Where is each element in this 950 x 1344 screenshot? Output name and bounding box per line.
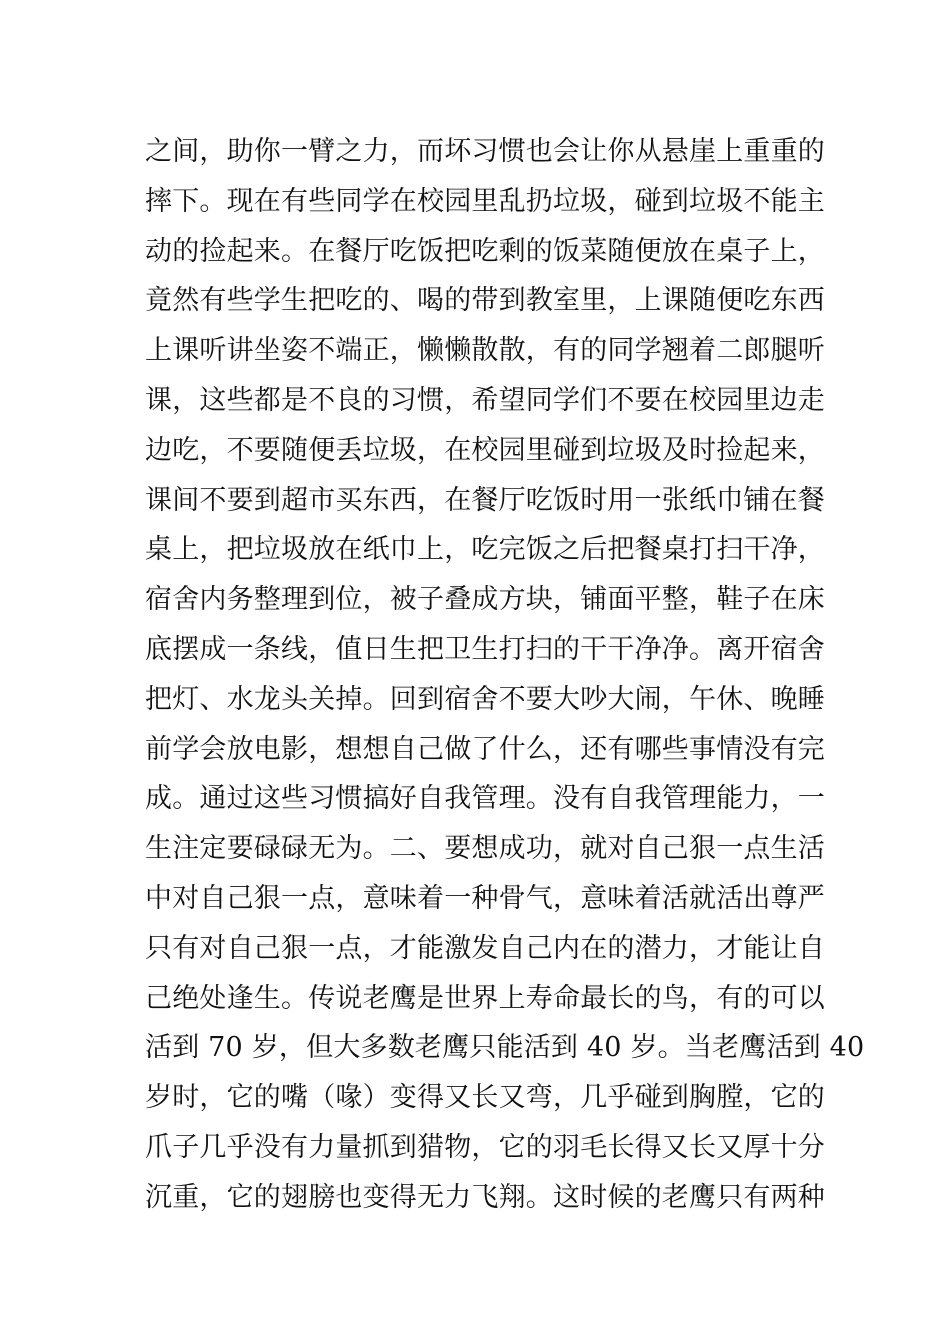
text-line: 前学会放电影，想想自己做了什么，还有哪些事情没有完 (145, 733, 825, 765)
text-line: 活到 70 岁，但大多数老鹰只能活到 40 岁。当老鹰活到 40 (145, 1032, 865, 1064)
text-line: 课，这些都是不良的习惯，希望同学们不要在校园里边走 (145, 384, 825, 416)
text-line: 竟然有些学生把吃的、喝的带到教室里，上课随便吃东西 (145, 285, 825, 317)
text-line: 成。通过这些习惯搞好自我管理。没有自我管理能力，一 (145, 783, 825, 815)
body-text (145, 127, 865, 1223)
text-line: 生注定要碌碌无为。二、要想成功，就对自己狠一点生活 (145, 833, 825, 865)
text-line: 只有对自己狠一点，才能激发自己内在的潜力，才能让自 (145, 932, 825, 964)
text-line: 上课听讲坐姿不端正，懒懒散散，有的同学翘着二郎腿听 (145, 335, 825, 367)
text-line: 宿舍内务整理到位，被子叠成方块，铺面平整，鞋子在床 (145, 584, 825, 616)
text-line: 边吃，不要随便丢垃圾，在校园里碰到垃圾及时捡起来， (145, 434, 825, 466)
text-line: 岁时，它的嘴（喙）变得又长又弯，几乎碰到胸膛，它的 (145, 1082, 825, 1114)
text-line: 中对自己狠一点，意味着一种骨气，意味着活就活出尊严 (145, 882, 825, 914)
text-line: 之间，助你一臂之力，而坏习惯也会让你从悬崖上重重的 (145, 136, 825, 167)
text-line: 底摆成一条线，值日生把卫生打扫的干干净净。离开宿舍 (145, 633, 825, 665)
text-line: 己绝处逢生。传说老鹰是世界上寿命最长的鸟，有的可以 (145, 982, 825, 1014)
text-line: 桌上，把垃圾放在纸巾上，吃完饭之后把餐桌打扫干净， (145, 534, 825, 566)
text-line: 爪子几乎没有力量抓到猎物，它的羽毛长得又长又厚十分 (145, 1131, 825, 1163)
text-line: 沉重，它的翅膀也变得无力飞翔。这时候的老鹰只有两种 (145, 1181, 825, 1213)
text-line: 课间不要到超市买东西，在餐厅吃饭时用一张纸巾铺在餐 (145, 484, 825, 516)
text-line: 动的捡起来。在餐厅吃饭把吃剩的饭菜随便放在桌子上， (145, 235, 825, 267)
text-line: 摔下。现在有些同学在校园里乱扔垃圾，碰到垃圾不能主 (145, 185, 825, 217)
text-line: 把灯、水龙头关掉。回到宿舍不要大吵大闹，午休、晚睡 (145, 683, 825, 715)
